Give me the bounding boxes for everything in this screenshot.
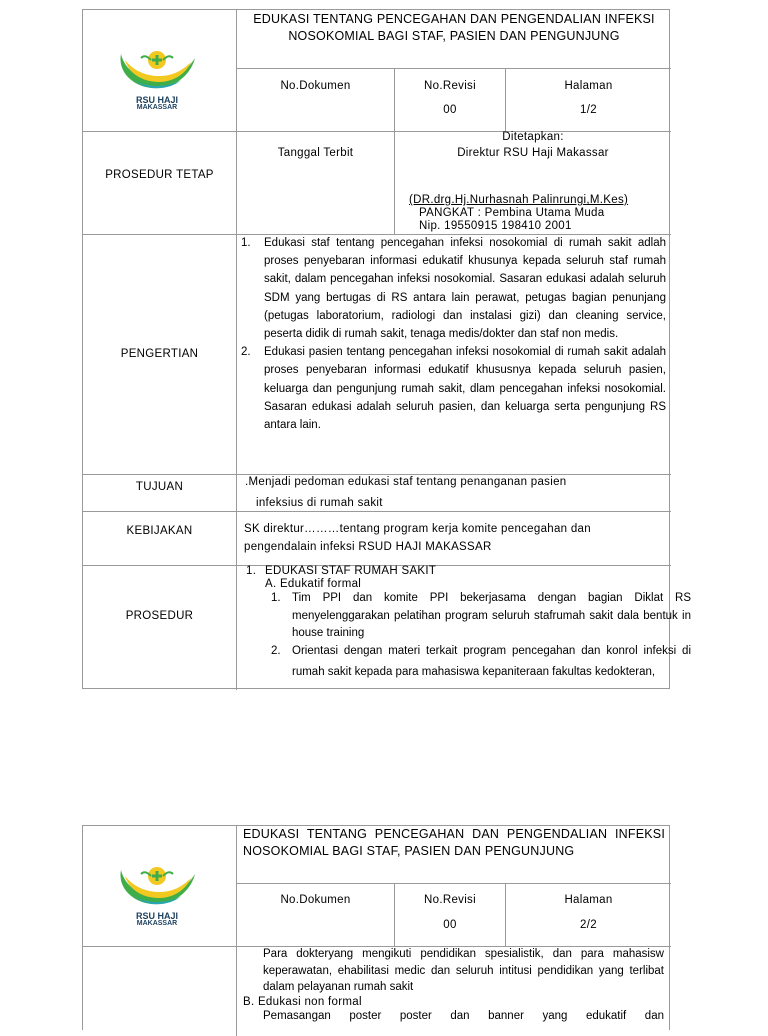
logo-cell <box>83 10 236 131</box>
hospital-logo <box>115 860 199 930</box>
signer-nip: Nip. 19550915 198410 2001 <box>419 220 572 232</box>
tanggal-terbit-cell <box>236 131 394 234</box>
hospital-logo <box>115 44 199 114</box>
prosedur-heading: EDUKASI STAF RUMAH SAKIT <box>265 565 437 577</box>
logo-cell <box>83 826 236 946</box>
no-revisi-cell <box>394 883 505 946</box>
title-cell <box>236 10 671 68</box>
no-revisi-value: 00 <box>443 919 457 931</box>
prosedur-continuation-cell <box>236 946 671 1036</box>
prosedur-sub-a: A. Edukatif formal <box>265 578 362 590</box>
signer-rank: PANGKAT : Pembina Utama Muda <box>419 207 605 219</box>
no-revisi-label: No.Revisi <box>424 80 476 92</box>
prosedur-item-1-number: 1. <box>271 592 281 604</box>
prosedur-item-2 <box>265 641 691 683</box>
prosedur-tetap-cell <box>83 131 236 234</box>
ditetapkan-label: Ditetapkan: <box>502 131 564 143</box>
halaman-cell <box>505 883 671 946</box>
kebijakan-text: SK direktur………tentang program kerja komite pencegahan dan pengendalain infeksi RSUD HAJI MAKASSAR <box>244 523 591 553</box>
continuation-text: Para dokteryang mengikuti pendidikan spesialistik, dan para mahasisw keperawatan, ehabilitasi medic dan seluruh intitusi pendidikan yang terlibat dalam pelayanan rumah sakit <box>263 948 664 993</box>
prosedur-item-1-text: Tim PPI dan komite PPI bekerjasama dengan bagian Diklat RS menyelenggarakan pelatihan program seluruh stafrumah sakit dala bentuk in house training <box>292 592 691 639</box>
title-cell <box>236 826 671 883</box>
pengertian-label: PENGERTIAN <box>120 348 199 360</box>
document-title: EDUKASI TENTANG PENCEGAHAN DAN PENGENDALIAN INFEKSI NOSOKOMIAL BAGI STAF, PASIEN DAN PENGUNJUNG <box>253 12 655 43</box>
logo-text-line1: RSU HAJI <box>135 911 178 921</box>
empty-label-cell <box>83 946 236 1036</box>
kebijakan-label: KEBIJAKAN <box>126 525 193 537</box>
prosedur-heading-number: 1. <box>246 565 257 577</box>
logo-text-line1: RSU HAJI <box>135 95 178 105</box>
tujuan-label-cell <box>83 474 236 511</box>
document-title: EDUKASI TENTANG PENCEGAHAN DAN PENGENDALIAN INFEKSI NOSOKOMIAL BAGI STAF, PASIEN DAN PENGUNJUNG <box>243 827 665 858</box>
no-revisi-value: 00 <box>443 104 457 116</box>
sub-b-text: Pemasangan poster poster dan banner yang edukatif dan <box>263 1010 664 1022</box>
tujuan-content-cell <box>236 474 671 511</box>
tujuan-label: TUJUAN <box>135 481 184 493</box>
halaman-label: Halaman <box>564 80 613 92</box>
tujuan-line-2: infeksius di rumah sakit <box>256 497 383 509</box>
pengertian-content-cell <box>236 234 671 474</box>
logo-text-line2: MAKASSAR <box>136 920 178 927</box>
pengertian-item-2 <box>237 343 666 434</box>
halaman-value: 2/2 <box>580 919 597 931</box>
pengertian-label-cell <box>83 234 236 474</box>
no-revisi-cell <box>394 68 505 131</box>
no-dokumen-cell <box>236 883 394 946</box>
prosedur-label-cell <box>83 565 236 690</box>
prosedur-item-1 <box>265 590 691 643</box>
direktur-label: Direktur RSU Haji Makassar <box>457 147 609 159</box>
prosedur-item-2-number: 2. <box>271 645 281 657</box>
kebijakan-content-cell <box>236 511 671 565</box>
pengertian-item-1-number: 1. <box>241 237 251 249</box>
document-page-2 <box>82 825 670 1030</box>
no-dokumen-cell <box>236 68 394 131</box>
tujuan-line-1: .Menjadi pedoman edukasi staf tentang penanganan pasien <box>245 476 567 488</box>
sub-b-heading: B. Edukasi non formal <box>243 996 362 1008</box>
pengertian-item-2-text: Edukasi pasien tentang pencegahan infeksi nosokomial di rumah sakit adalah proses penyebaran informasi edukatif khususnya kepada seluruh pasien, keluarga dan pengunjung rumah sakit, dlam pencegahan infeksi nosokomial. Sasaran edukasi adalah seluruh pasien, dan keluarga serta pengunjung RS antara lain. <box>264 346 666 432</box>
pengertian-item-2-number: 2. <box>241 346 251 359</box>
hospital-emblem-icon <box>115 860 199 912</box>
prosedur-tetap-label: PROSEDUR TETAP <box>105 169 214 181</box>
halaman-label: Halaman <box>564 894 613 906</box>
tanggal-terbit-label: Tanggal Terbit <box>277 147 354 159</box>
prosedur-item-2-text: Orientasi dengan materi terkait program pencegahan dan konrol infeksi di rumah sakit kepada para mahasiswa kepaniteraan fakultas kedokteran, <box>292 645 691 678</box>
kebijakan-label-cell <box>83 511 236 565</box>
pengertian-item-1 <box>237 234 666 343</box>
prosedur-label: PROSEDUR <box>125 610 194 622</box>
no-dokumen-label: No.Dokumen <box>280 80 351 92</box>
signer-name: (DR.drg.Hj.Nurhasnah Palinrungi,M.Kes) <box>409 194 629 206</box>
halaman-value: 1/2 <box>580 104 597 116</box>
logo-text-line2: MAKASSAR <box>136 104 178 111</box>
ditetapkan-cell <box>394 131 671 234</box>
no-revisi-label: No.Revisi <box>424 894 476 906</box>
document-page-1 <box>82 9 691 689</box>
pengertian-item-1-text: Edukasi staf tentang pencegahan infeksi nosokomial di rumah sakit adlah proses penyebaran informasi edukatif khusunya kepada seluruh staf rumah sakit, dalam pencegahan infeksi nosokomial. Sasaran edukasi adalah seluruh SDM yang bertugas di RS antara lain perawat, petugas bagian penunjang (petugas laboratorium, radiologi dan instalasi gizi) dan cleaning service, peserta didik di rumah sakit, tenaga medis/dokter dan staf non medis. <box>264 237 666 341</box>
hospital-emblem-icon <box>115 44 199 96</box>
halaman-cell <box>505 68 671 131</box>
prosedur-content-cell <box>236 565 691 690</box>
no-dokumen-label: No.Dokumen <box>280 894 351 906</box>
